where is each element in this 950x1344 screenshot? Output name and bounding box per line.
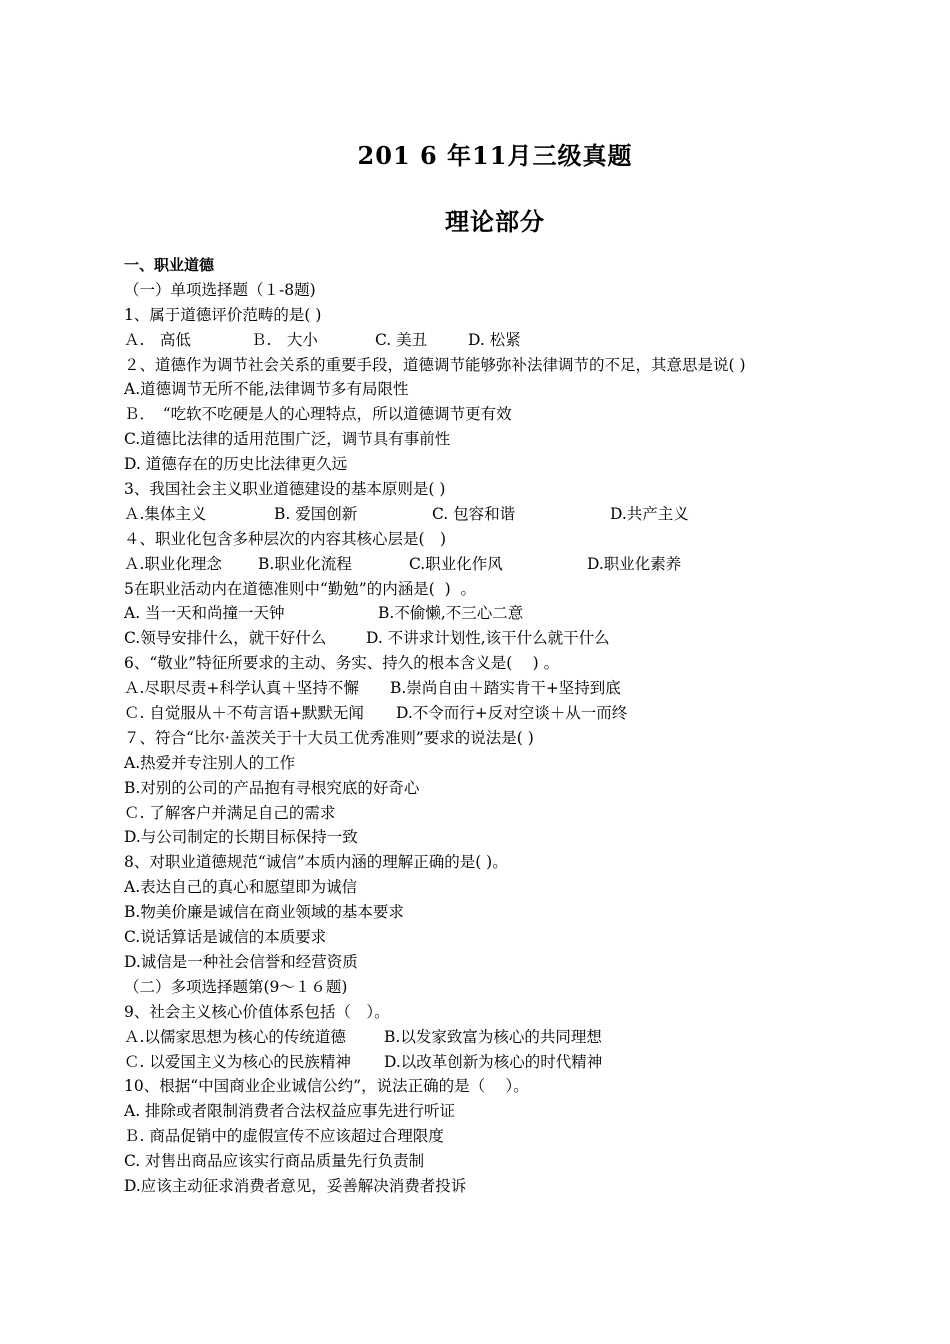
question-5-options-ab <box>124 601 924 626</box>
question-1-options <box>124 328 924 353</box>
option: C.道德比法律的适用范围广泛，调节具有事前性 <box>124 430 451 449</box>
question-5: 5在职业活动内在道德准则中“勤勉”的内涵是( ) 。 <box>124 579 477 598</box>
part-heading: （一）单项选择题（１-8题) <box>124 280 316 299</box>
option: Ｂ． “吃软不吃硬是人的心理特点，所以道德调节更有效 <box>124 405 512 424</box>
document-body <box>124 253 924 1199</box>
question-3: 3、我国社会主义职业道德建设的基本原则是( ) <box>124 480 446 499</box>
option: A.表达自己的真心和愿望即为诚信 <box>124 878 358 897</box>
option: D.共产主义 <box>610 504 689 523</box>
option: B.对别的公司的产品抱有寻根究底的好奇心 <box>124 778 420 797</box>
option: C.职业化作风 <box>409 554 503 573</box>
question-4-options <box>124 552 924 577</box>
option: Ｂ. 商品促销中的虚假宣传不应该超过合理限度 <box>124 1127 444 1146</box>
option: D.以改革创新为核心的时代精神 <box>384 1052 603 1071</box>
option: C. 美丑 <box>375 330 428 349</box>
option: Ａ.集体主义 <box>124 504 207 523</box>
option: Ｃ. 自觉服从＋不苟言语+默默无闻 <box>124 704 364 723</box>
question-6: 6、“敬业”特征所要求的主动、务实、持久的根本含义是( ) 。 <box>124 654 560 673</box>
option: D.职业化素养 <box>587 554 682 573</box>
question-1: 1、属于道德评价范畴的是( ) <box>124 305 322 324</box>
part-heading: （二）多项选择题第(9～１６题) <box>124 977 348 996</box>
option: B.崇尚自由＋踏实肯干+坚持到底 <box>390 679 621 698</box>
question-9-options-cd <box>124 1050 924 1075</box>
option: D. 松紧 <box>468 330 521 349</box>
option: C. 对售出商品应该实行商品质量先行负责制 <box>124 1152 425 1171</box>
option: C.领导安排什么，就干好什么 <box>124 629 327 648</box>
option: D.诚信是一种社会信誉和经营资质 <box>124 952 358 971</box>
option: C. 包容和谐 <box>432 504 516 523</box>
question-3-options <box>124 502 924 527</box>
option: Ｂ. 大小 <box>251 330 318 349</box>
option: B.以发家致富为核心的共同理想 <box>384 1027 602 1046</box>
question-9: 9、社会主义核心价值体系包括（ ）。 <box>124 1002 390 1021</box>
option: D. 道德存在的历史比法律更久远 <box>124 455 348 474</box>
question-4: ４、职业化包含多种层次的内容其核心层是( ) <box>124 529 447 548</box>
option: A. 排除或者限制消费者合法权益应事先进行听证 <box>124 1102 456 1121</box>
question-8: 8、对职业道德规范“诚信”本质内涵的理解正确的是( )。 <box>124 853 508 872</box>
question-2: ２、道德作为调节社会关系的重要手段，道德调节能够弥补法律调节的不足，其意思是说( ) <box>124 355 746 374</box>
question-10: 10、根据“中国商业企业诚信公约”，说法正确的是（ ）。 <box>124 1077 529 1096</box>
question-5-options-cd <box>124 626 924 651</box>
option: D. 不讲求计划性,该干什么就干什么 <box>366 629 610 648</box>
question-9-options-ab <box>124 1025 924 1050</box>
option: Ａ.尽职尽责+科学认真＋坚持不懈 <box>124 679 359 698</box>
option: Ｃ. 以爱国主义为核心的民族精神 <box>124 1052 351 1071</box>
option: Ｃ. 了解客户并满足自己的需求 <box>124 803 336 822</box>
option: Ａ. 高低 <box>124 330 191 349</box>
option: D.不令而行+反对空谈＋从一而终 <box>396 704 628 723</box>
option: Ａ.职业化理念 <box>124 554 222 573</box>
document-subtitle: 理论部分 <box>445 207 545 236</box>
option: B.职业化流程 <box>258 554 352 573</box>
option: A.道德调节无所不能,法律调节多有局限性 <box>124 380 409 399</box>
option: Ａ.以儒家思想为核心的传统道德 <box>124 1027 346 1046</box>
question-6-options-ab <box>124 676 924 701</box>
document-title: 201 6 年11月三级真题 <box>357 141 633 170</box>
option: B.不偷懒,不三心二意 <box>378 604 524 623</box>
option: A. 当一天和尚撞一天钟 <box>124 604 285 623</box>
option: D.应该主动征求消费者意见，妥善解决消费者投诉 <box>124 1176 467 1195</box>
question-7: ７、符合“比尔·盖茨关于十大员工优秀准则”要求的说法是( ) <box>124 728 534 747</box>
option: D.与公司制定的长期目标保持一致 <box>124 828 358 847</box>
option: A.热爱并专注别人的工作 <box>124 753 296 772</box>
section-heading: 一、职业道德 <box>124 256 215 274</box>
option: B.物美价廉是诚信在商业领域的基本要求 <box>124 903 404 922</box>
option: B. 爱国创新 <box>274 504 358 523</box>
option: C.说话算话是诚信的本质要求 <box>124 928 327 947</box>
question-6-options-cd <box>124 701 924 726</box>
